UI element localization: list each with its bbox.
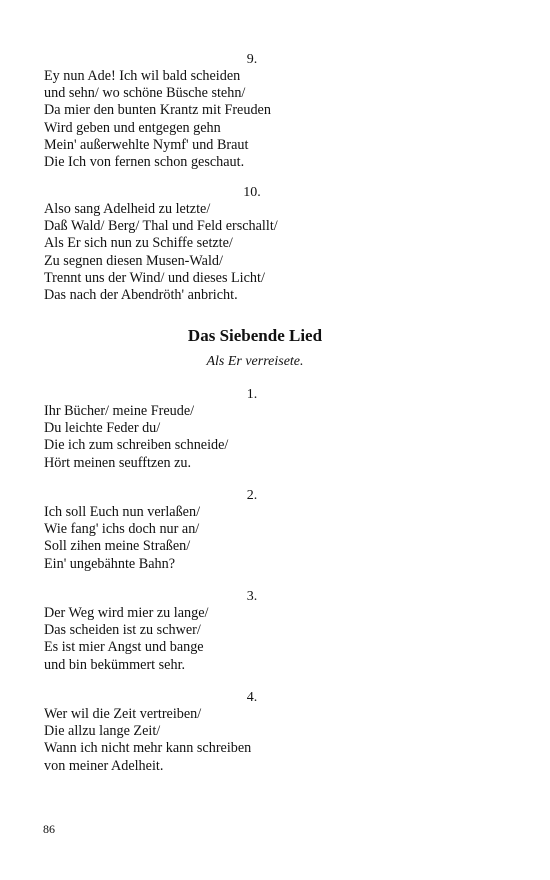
stanza-number: 3. xyxy=(246,589,258,604)
verse-line: Die Ich von fernen schon geschaut. xyxy=(44,154,245,171)
verse-line: Es ist mier Angst und bange xyxy=(44,639,204,656)
verse-line: und bin bekümmert sehr. xyxy=(44,656,186,673)
stanza-number: 1. xyxy=(246,387,258,402)
verse-line: und sehn/ wo schöne Büsche stehn/ xyxy=(44,85,246,102)
verse-line: Die ich zum schreiben schneide/ xyxy=(44,437,229,454)
page-number: 86 xyxy=(43,822,55,836)
song-stanza-2 xyxy=(44,488,464,573)
verse-line: Da mier den bunten Krantz mit Freuden xyxy=(44,102,271,119)
verse-line: Soll zihen meine Straßen/ xyxy=(44,538,191,555)
stanza-10 xyxy=(44,185,464,304)
verse-line: Also sang Adelheid zu letzte/ xyxy=(44,201,211,217)
song-stanza-1 xyxy=(44,387,464,472)
stanza-number: 9. xyxy=(246,52,258,67)
verse-line: von meiner Adelheit. xyxy=(44,757,164,774)
verse-line: Ich soll Euch nun verlaßen/ xyxy=(44,504,201,520)
verse-line: Mein' außerwehlte Nymf' und Braut xyxy=(44,136,249,153)
verse-line: Wer wil die Zeit vertreiben/ xyxy=(44,706,202,722)
song-stanza-4 xyxy=(44,690,464,775)
verse-line: Ihr Bücher/ meine Freude/ xyxy=(44,403,195,419)
verse-line: Als Er sich nun zu Schiffe setzte/ xyxy=(44,235,233,252)
song-title: Das Siebende Lied xyxy=(187,326,323,345)
verse-line: Die allzu lange Zeit/ xyxy=(44,723,161,740)
stanza-number: 2. xyxy=(246,488,258,503)
verse-line: Das nach der Abendröth' anbricht. xyxy=(44,287,238,304)
verse-line: Wann ich nicht mehr kann schreiben xyxy=(44,740,252,757)
verse-line: Du leichte Feder du/ xyxy=(44,420,161,437)
verse-line: Das scheiden ist zu schwer/ xyxy=(44,622,201,639)
song-subtitle: Als Er verreisete. xyxy=(206,354,304,369)
verse-line: Wird geben und entgegen gehn xyxy=(44,119,221,136)
verse-line: Der Weg wird mier zu lange/ xyxy=(44,605,209,621)
stanza-number: 10. xyxy=(243,185,261,200)
song-stanza-3 xyxy=(44,589,464,674)
verse-line: Hört meinen seufftzen zu. xyxy=(44,454,192,471)
verse-line: Zu segnen diesen Musen-Wald/ xyxy=(44,252,223,269)
verse-line: Ein' ungebähnte Bahn? xyxy=(44,555,175,572)
verse-line: Wie fang' ichs doch nur an/ xyxy=(44,521,200,538)
verse-line: Daß Wald/ Berg/ Thal und Feld erschallt/ xyxy=(44,218,278,235)
stanza-9 xyxy=(44,52,464,171)
verse-line: Trennt uns der Wind/ und dieses Licht/ xyxy=(44,269,265,286)
stanza-number: 4. xyxy=(246,690,258,705)
verse-line: Ey nun Ade! Ich wil bald scheiden xyxy=(44,68,241,84)
